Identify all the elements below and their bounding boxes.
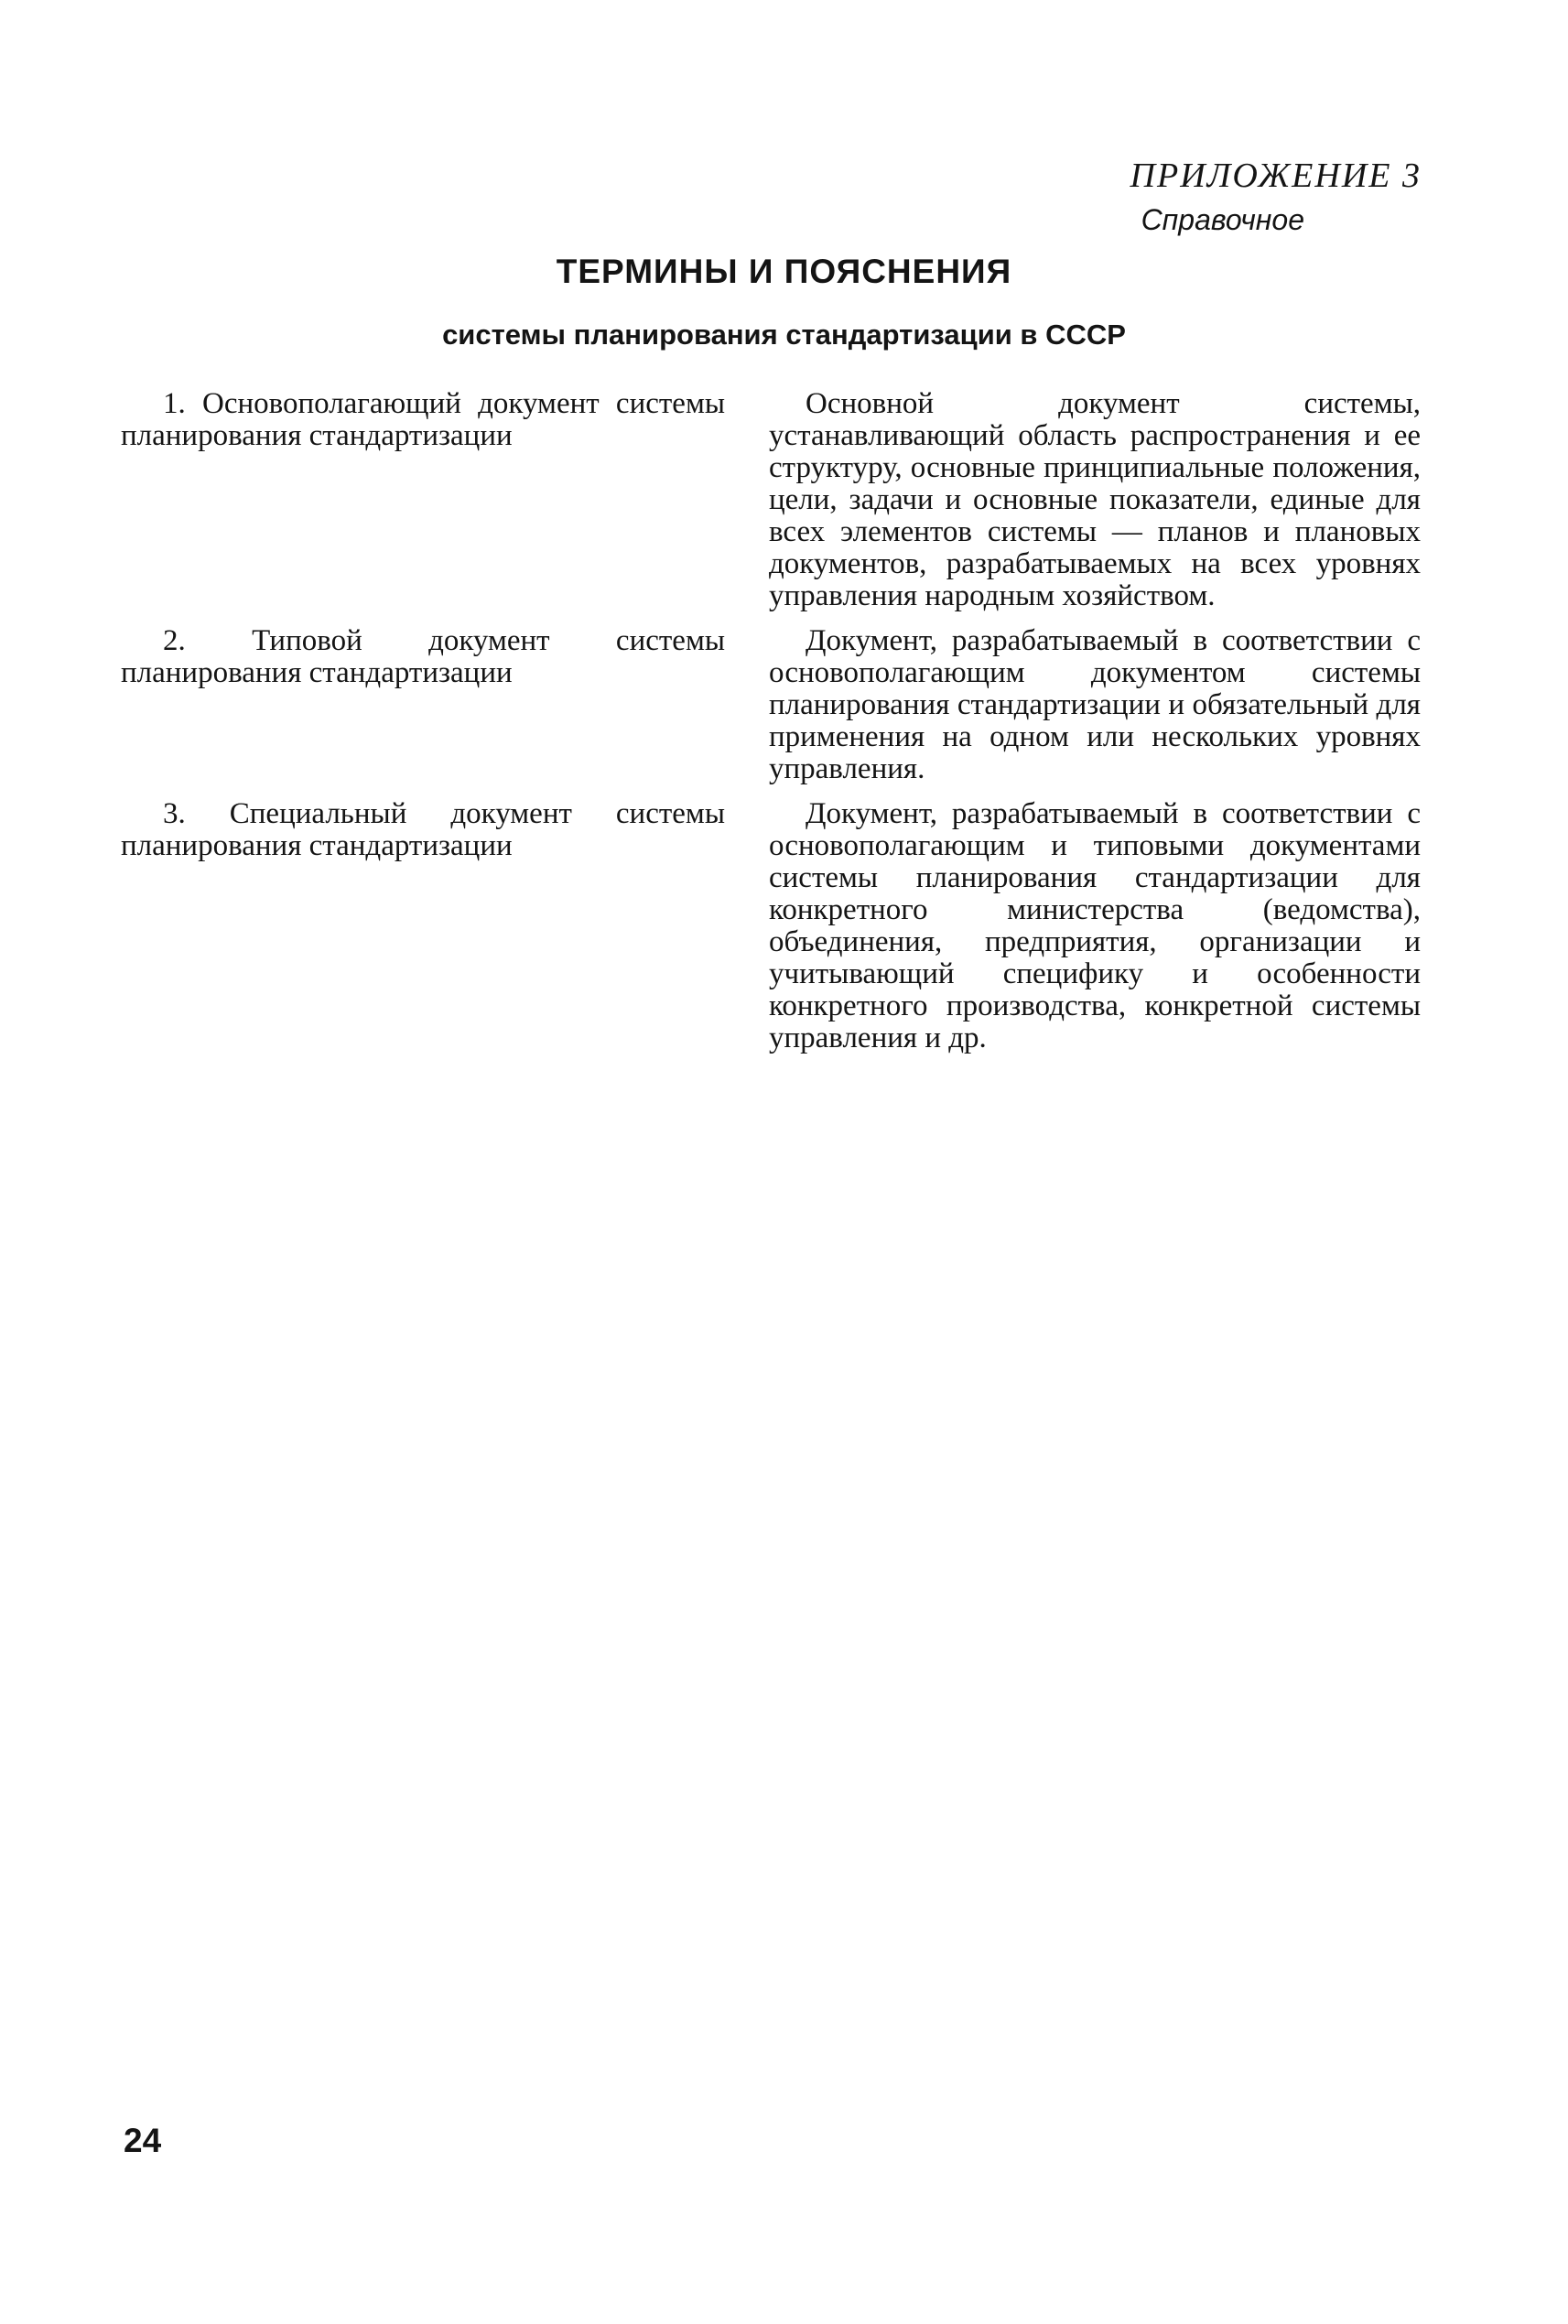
term-row	[121, 798, 1421, 1054]
appendix-label: ПРИЛОЖЕНИЕ 3	[1130, 157, 1422, 195]
term-name: 1. Основополагающий документ системы планирования стандартизации	[121, 387, 725, 452]
term-definition: Основной документ системы, устанавливающий область распространения и ее структуру, основные принципиальные положения, цели, задачи и основные показатели, единые для всех элементов системы — планов и плановых документов, разрабатываемых на всех уровнях управления народным хозяйством.	[769, 387, 1421, 612]
page-number: 24	[124, 2122, 162, 2159]
term-definition: Документ, разрабатываемый в соответствии с основополагающим документом системы планирования стандартизации и обязательный для применения на одном или нескольких уровнях управления.	[769, 624, 1421, 785]
term-name: 3. Специальный документ системы планирования стандартизации	[121, 797, 725, 862]
document-subtitle: системы планирования стандартизации в СССР	[442, 319, 1126, 351]
document-title: ТЕРМИНЫ И ПОЯСНЕНИЯ	[556, 253, 1012, 290]
terms-list	[121, 388, 1421, 1065]
term-definition: Документ, разрабатываемый в соответствии с основополагающим и типовыми документами системы планирования стандартизации для конкретного министерства (ведомства), объединения, предприятия, организации и учитывающий специфику и особенности конкретного производства, конкретной системы управления и др.	[769, 797, 1421, 1054]
appendix-type: Справочное	[1141, 203, 1304, 236]
term-row	[121, 388, 1421, 612]
term-row	[121, 625, 1421, 785]
term-name: 2. Типовой документ системы планирования стандартизации	[121, 624, 725, 689]
